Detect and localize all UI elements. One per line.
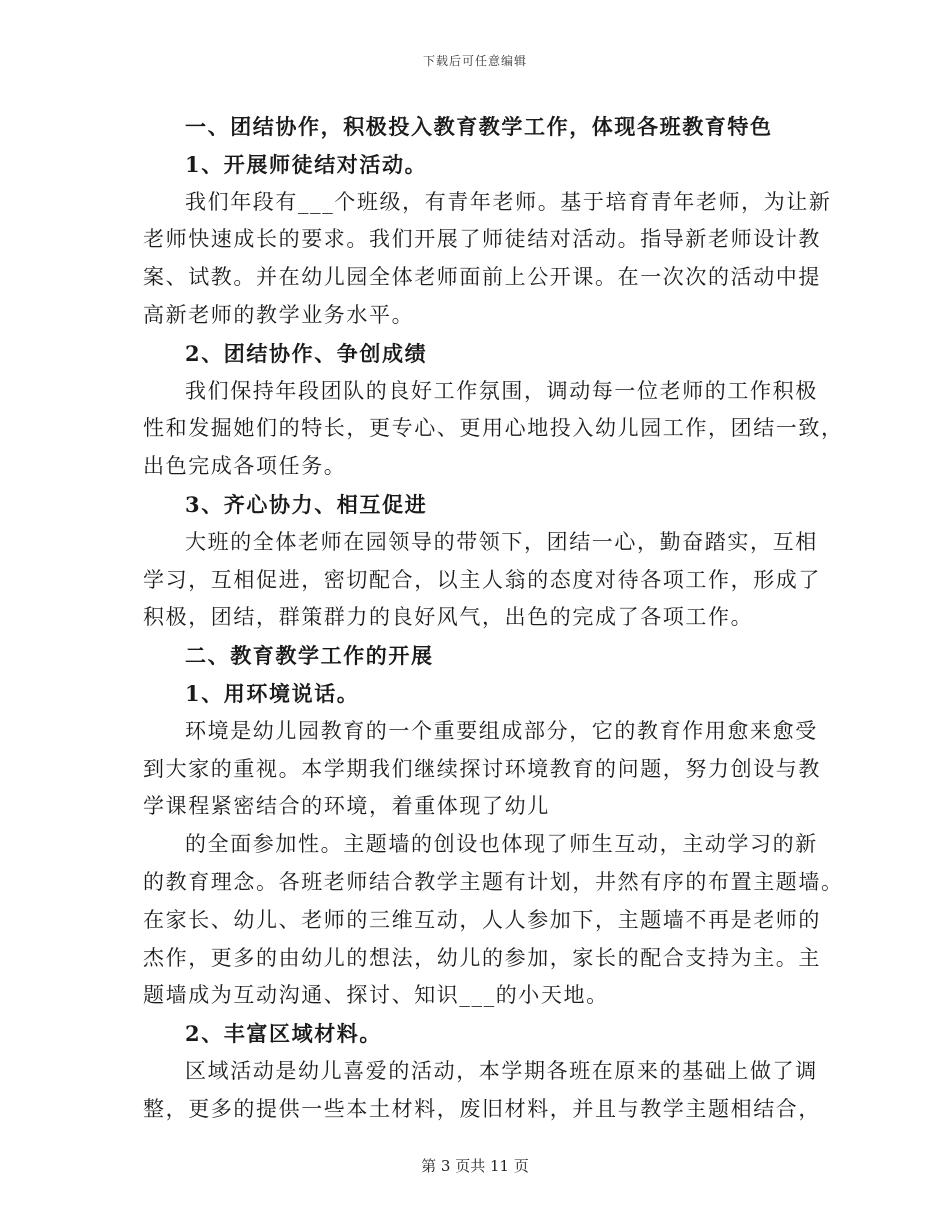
paragraph-line: 高新老师的教学业务水平。 xyxy=(143,302,415,327)
section-heading: 1、用环境说话。 xyxy=(185,680,360,706)
page-header: 下载后可任意编辑 xyxy=(422,54,527,68)
paragraph-line: 案、试教。并在幼儿园全体老师面前上公开课。在一次次的活动中提 xyxy=(143,265,821,290)
paragraph-line: 区域活动是幼儿喜爱的活动，本学期各班在原来的基础上做了调 xyxy=(185,1058,818,1083)
section-heading: 2、团结协作、争创成绩 xyxy=(185,340,428,366)
paragraph-line: 我们保持年段团队的良好工作氛围，调动每一位老师的工作积极 xyxy=(185,378,818,403)
paragraph-line: 学课程紧密结合的环境，着重体现了幼儿 xyxy=(143,794,550,819)
page-number: 第 3 页共 11 页 xyxy=(421,1157,529,1175)
paragraph-line: 到大家的重视。本学期我们继续探讨环境教育的问题，努力创设与教 xyxy=(143,756,821,781)
section-heading: 3、齐心协力、相互促进 xyxy=(185,491,428,517)
paragraph-line: 我们年段有___个班级，有青年老师。基于培育青年老师，为让新 xyxy=(185,189,832,214)
paragraph-line: 环境是幼儿园教育的一个重要组成部分，它的教育作用愈来愈受 xyxy=(185,718,818,743)
paragraph-line: 大班的全体老师在园领导的带领下，团结一心，勤奋踏实，互相 xyxy=(185,529,818,554)
paragraph-line: 积极，团结，群策群力的良好风气，出色的完成了各项工作。 xyxy=(143,605,754,630)
section-heading: 2、丰富区域材料。 xyxy=(185,1021,383,1047)
paragraph-line: 杰作，更多的由幼儿的想法，幼儿的参加，家长的配合支持为主。主 xyxy=(143,945,821,970)
section-heading: 一、团结协作，积极投入教育教学工作，体现各班教育特色 xyxy=(185,114,773,139)
section-heading: 二、教育教学工作的开展 xyxy=(185,643,434,669)
paragraph-line: 的教育理念。各班老师结合教学主题有计划，井然有序的布置主题墙。 xyxy=(143,869,844,894)
paragraph-line: 出色完成各项任务。 xyxy=(143,454,347,479)
paragraph-line: 的全面参加性。主题墙的创设也体现了师生互动，主动学习的新 xyxy=(185,832,818,857)
document-body xyxy=(143,108,844,1129)
paragraph-line: 学习，互相促进，密切配合，以主人翁的态度对待各项工作，形成了 xyxy=(143,567,821,592)
section-heading: 1、开展师徒结对活动。 xyxy=(185,151,428,177)
paragraph-line: 题墙成为互动沟通、探讨、知识___的小天地。 xyxy=(143,983,609,1008)
paragraph-line: 性和发掘她们的特长，更专心、更用心地投入幼儿园工作，团结一致， xyxy=(143,416,844,441)
paragraph-line: 整，更多的提供一些本土材料，废旧材料，并且与教学主题相结合， xyxy=(143,1096,821,1121)
paragraph-line: 在家长、幼儿、老师的三维互动，人人参加下，主题墙不再是老师的 xyxy=(143,907,821,932)
paragraph-line: 老师快速成长的要求。我们开展了师徒结对活动。指导新老师设计教 xyxy=(143,227,821,252)
